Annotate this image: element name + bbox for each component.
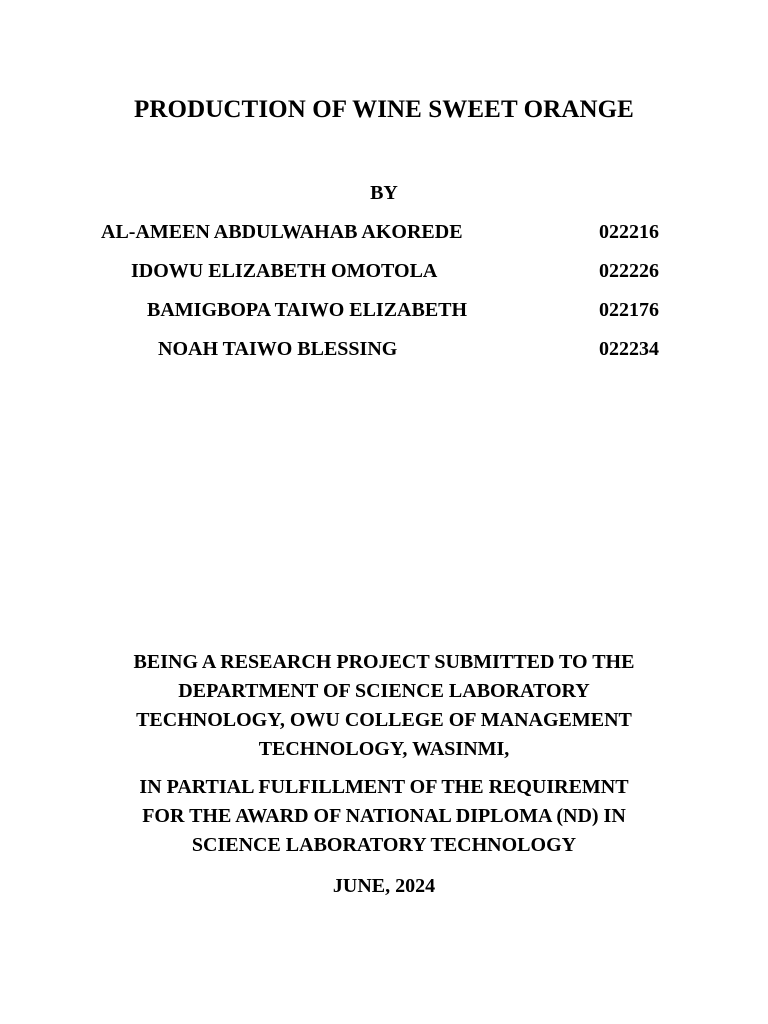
author-name: IDOWU ELIZABETH OMOTOLA <box>131 260 438 282</box>
statement-line: DEPARTMENT OF SCIENCE LABORATORY <box>178 680 590 702</box>
fulfillment-statement <box>80 773 688 860</box>
author-name: AL-AMEEN ABDULWAHAB AKOREDE <box>101 221 463 243</box>
statement-line: TECHNOLOGY, OWU COLLEGE OF MANAGEMENT <box>136 709 632 731</box>
submission-date: JUNE, 2024 <box>332 875 436 897</box>
statement-line: FOR THE AWARD OF NATIONAL DIPLOMA (ND) IN <box>142 805 626 827</box>
author-name: BAMIGBOPA TAIWO ELIZABETH <box>147 299 468 321</box>
author-id: 022176 <box>599 299 659 321</box>
author-row <box>0 219 768 245</box>
author-row <box>0 297 768 323</box>
author-name: NOAH TAIWO BLESSING <box>158 338 398 360</box>
statement-line: SCIENCE LABORATORY TECHNOLOGY <box>191 834 577 856</box>
author-row <box>0 258 768 284</box>
statement-line: BEING A RESEARCH PROJECT SUBMITTED TO THE <box>133 651 635 673</box>
author-id: 022216 <box>599 221 659 243</box>
statement-line: TECHNOLOGY, WASINMI, <box>258 738 510 760</box>
statement-line: IN PARTIAL FULFILLMENT OF THE REQUIREMNT <box>139 776 629 798</box>
author-row <box>0 336 768 362</box>
document-title: PRODUCTION OF WINE SWEET ORANGE <box>134 96 634 123</box>
submission-statement <box>80 648 688 764</box>
by-label: BY <box>370 182 398 204</box>
author-id: 022226 <box>599 260 659 282</box>
author-id: 022234 <box>599 338 659 360</box>
